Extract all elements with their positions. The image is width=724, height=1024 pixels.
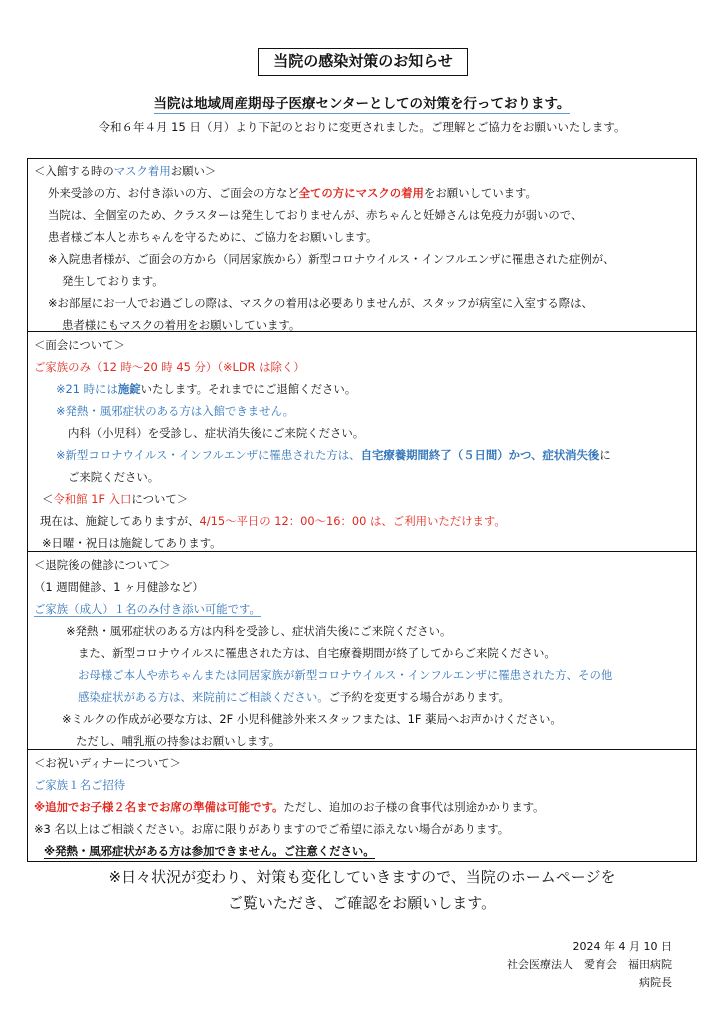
- mask-line-2: 当院は、全個室のため、クラスターは発生しておりませんが、赤ちゃんと妊婦さんは免疫力が弱いので、: [48, 208, 583, 222]
- signature-org: 社会医療法人 愛育会 福田病院: [507, 958, 672, 971]
- dinner-invite: ご家族１名ご招待: [34, 778, 126, 792]
- checkup-sub: （1 週間健診、1 ヶ月健診など）: [34, 580, 204, 594]
- visit-line-3: 内科（小児科）を受診し、症状消失後にご来院ください。: [68, 426, 365, 440]
- visit-section: [27, 332, 697, 552]
- entrance-line-2: ※日曜・祝日は施錠してあります。: [42, 536, 222, 550]
- checkup-section: [27, 552, 697, 750]
- closing-note: [0, 864, 724, 916]
- visit-line-4: ※新型コロナウイルス・インフルエンザに罹患された方は、自宅療養期間終了（５日間）かつ、症状消失後に: [56, 448, 611, 462]
- dinner-heading: ＜お祝いディナーについて＞: [34, 756, 181, 770]
- mask-line-7: 患者様にもマスクの着用をお願いしています。: [62, 318, 301, 332]
- visit-line-5: ご来院ください。: [68, 470, 160, 484]
- mask-line-4: ※入院患者様が、ご面会の方から（同居家族から）新型コロナウイルス・インフルエンザに罹患された症例が、: [48, 252, 615, 266]
- checkup-line-6: ただし、哺乳瓶の持参はお願いします。: [76, 734, 281, 748]
- signature-role: 病院長: [639, 976, 672, 989]
- mask-line-6: ※お部屋にお一人でお過ごしの際は、マスクの着用は必要ありませんが、スタッフが病室に入室する際は、: [48, 296, 593, 310]
- visit-heading: ＜面会について＞: [34, 338, 125, 352]
- checkup-line-2: また、新型コロナウイルスに罹患された方は、自宅療養期間が終了してからご来院ください。: [78, 646, 556, 660]
- entrance-line-1: 現在は、施錠してありますが、4/15～平日の 12：00～16：00 は、ご利用いただけます。: [40, 514, 506, 528]
- signature-date: 2024 年 4 月 10 日: [572, 940, 672, 953]
- dinner-line-3: ※発熱・風邪症状がある方は参加できません。ご注意ください。: [44, 844, 375, 858]
- checkup-line-5: ※ミルクの作成が必要な方は、2F 小児科健診外来スタッフまたは、1F 薬局へお声かけください。: [62, 712, 562, 726]
- visit-line-1: ※21 時には施錠いたします。それまでにご退館ください。: [56, 382, 357, 396]
- dinner-line-1: ※追加でお子様２名までお席の準備は可能です。ただし、追加のお子様の食事代は別途かかります。: [34, 800, 545, 814]
- page-title: 当院の感染対策のお知らせ: [258, 48, 468, 76]
- checkup-line-1: ※発熱・風邪症状のある方は内科を受診し、症状消失後にご来院ください。: [66, 624, 452, 638]
- mask-line-1: 外来受診の方、お付き添いの方、ご面会の方など全ての方にマスクの着用をお願いしています。: [48, 186, 537, 200]
- visit-family-only: ご家族のみ（12 時～20 時 45 分）（※LDR は除く）: [34, 360, 305, 374]
- checkup-heading: ＜退院後の健診について＞: [34, 558, 171, 572]
- checkup-line-4: 感染症状がある方は、来院前にご相談ください。ご予約を変更する場合があります。: [78, 690, 510, 704]
- checkup-line-3: お母様ご本人や赤ちゃんまたは同居家族が新型コロナウイルス・インフルエンザに罹患された方、その他: [78, 668, 613, 682]
- entrance-heading: ＜令和館 1F 入口について＞: [42, 492, 189, 506]
- intro-text: 令和６年４月 15 日（月）より下記のとおりに変更されました。ご理解とご協力をお願いいたします。: [98, 120, 626, 134]
- subtitle: 当院は地域周産期母子医療センターとしての対策を行っております。: [153, 96, 571, 112]
- closing-line-2: ご覧いただき、ご確認をお願いします。: [227, 894, 497, 912]
- mask-section: [27, 158, 697, 332]
- dinner-section: [27, 750, 697, 862]
- visit-line-2: ※発熱・風邪症状のある方は入館できません。: [56, 404, 295, 418]
- mask-line-5: 発生しております。: [62, 274, 164, 288]
- mask-heading: ＜入館する時のマスク着用お願い＞: [34, 164, 217, 178]
- closing-line-1: ※日々状況が変わり、対策も変化していきますので、当院のホームページを: [108, 868, 616, 886]
- dinner-line-2: ※3 名以上はご相談ください。お席に限りがありますのでご希望に添えない場合があります。: [34, 822, 510, 836]
- mask-line-3: 患者様ご本人と赤ちゃんを守るために、ご協力をお願いします。: [48, 230, 378, 244]
- checkup-family: ご家族（成人）１名のみ付き添い可能です。: [34, 602, 261, 616]
